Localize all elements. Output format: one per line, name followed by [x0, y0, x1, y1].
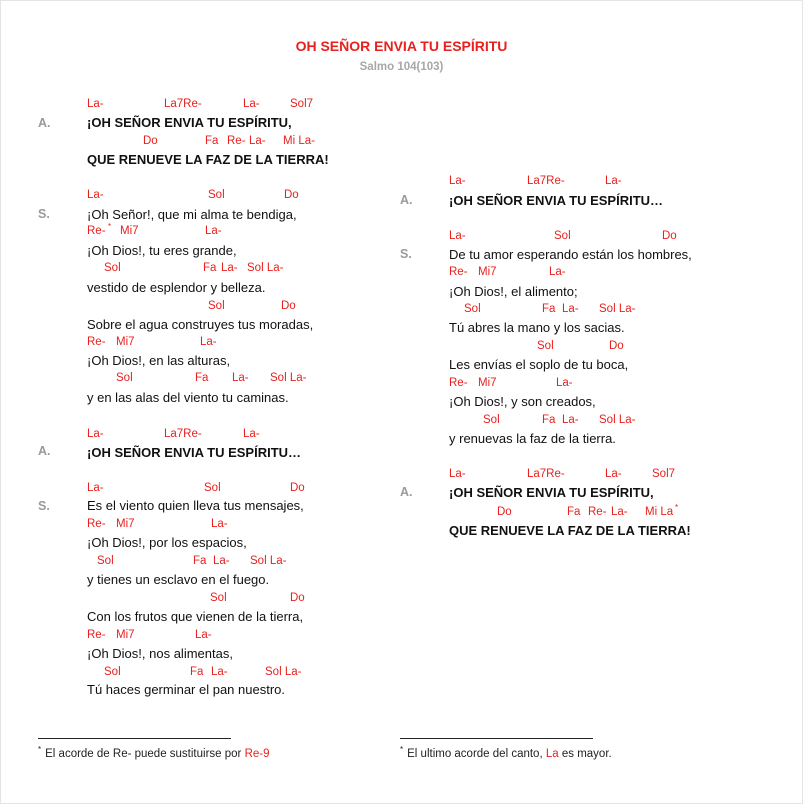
chord: La-: [562, 414, 579, 426]
chord: Re-: [449, 266, 468, 278]
chord: Fa: [190, 666, 204, 678]
lyric-line: y tienes un esclavo en el fuego.: [87, 572, 270, 587]
lyric-line: ¡Oh Dios!, en las alturas,: [87, 353, 231, 368]
chord: Re-: [227, 135, 246, 147]
footnote-left: [38, 745, 270, 760]
lyric-line: ¡Oh Dios!, y son creados,: [449, 394, 596, 409]
lyric-line: QUE RENUEVE LA FAZ DE LA TIERRA!: [87, 152, 329, 167]
chord: Re-: [87, 336, 106, 348]
chord: Sol: [208, 189, 225, 201]
chord: La-: [605, 175, 622, 187]
chord: La-: [249, 135, 266, 147]
chord: La-: [449, 468, 466, 480]
lyric-line: Les envías el soplo de tu boca,: [449, 357, 629, 372]
lyric-line: Con los frutos que vienen de la tierra,: [87, 609, 304, 624]
chord: Sol7: [652, 468, 676, 480]
chord: Sol: [116, 372, 133, 384]
footnote-text: El ultimo acorde del canto,: [407, 748, 543, 760]
chord: La-: [200, 336, 217, 348]
chord: Mi7: [116, 629, 135, 641]
chord: La-: [213, 555, 230, 567]
chord: Sol: [97, 555, 114, 567]
chord: Sol: [104, 666, 121, 678]
lyric-line: ¡Oh Dios!, por los espacios,: [87, 535, 247, 550]
chord: Sol La-: [599, 414, 636, 426]
chord: Fa: [567, 506, 581, 518]
chord: Mi La-: [283, 135, 315, 147]
chord: Do: [290, 592, 305, 604]
chord: Mi7: [116, 336, 135, 348]
chord: Sol La-: [599, 303, 636, 315]
chord: Fa: [193, 555, 207, 567]
lyric-line: Sobre el agua construyes tus moradas,: [87, 317, 314, 332]
chord: La7Re-: [527, 175, 565, 187]
lyric-line: ¡OH SEÑOR ENVIA TU ESPÍRITU,: [449, 485, 654, 500]
chord: Fa: [542, 303, 556, 315]
section-label-antiphon: A.: [38, 116, 51, 130]
lyric-line: ¡Oh Dios!, tu eres grande,: [87, 243, 237, 258]
chord: Do: [281, 300, 296, 312]
lyric-line: Tú abres la mano y los sacias.: [449, 320, 625, 335]
chord: La-: [243, 428, 260, 440]
chord: Re- *: [87, 222, 112, 237]
chord: Fa: [542, 414, 556, 426]
chord: Sol: [210, 592, 227, 604]
footnote-marker: *: [38, 745, 42, 754]
footnote-text: es mayor.: [561, 748, 612, 760]
chord: Do: [662, 230, 677, 242]
chord: La-: [232, 372, 249, 384]
chord: Sol: [208, 300, 225, 312]
section-label-antiphon: A.: [38, 444, 51, 458]
chord: Sol: [464, 303, 481, 315]
chord: La-: [562, 303, 579, 315]
chord: Sol: [554, 230, 571, 242]
section-label-stanza: S.: [38, 207, 50, 221]
chord: Mi7: [478, 377, 497, 389]
chord: Sol La-: [250, 555, 287, 567]
chord: Sol7: [290, 98, 314, 110]
chord: La-: [449, 230, 466, 242]
chord: Sol La-: [270, 372, 307, 384]
chord: La7Re-: [164, 428, 202, 440]
footnote-marker: *: [675, 503, 679, 512]
footnote-right: [400, 745, 612, 760]
chord: Sol: [483, 414, 500, 426]
section-label-stanza: S.: [38, 499, 50, 513]
chord: Sol: [537, 340, 554, 352]
lyric-line: ¡OH SEÑOR ENVIA TU ESPÍRITU…: [449, 193, 664, 208]
chord: Fa: [195, 372, 209, 384]
chord: La-: [87, 189, 104, 201]
chord: Do: [290, 482, 305, 494]
lyric-line: ¡Oh Señor!, que mi alma te bendiga,: [87, 207, 297, 222]
chord: La-: [87, 428, 104, 440]
chord: La-: [87, 482, 104, 494]
chord: La-: [605, 468, 622, 480]
chord: La7Re-: [527, 468, 565, 480]
chord: Mi7: [120, 225, 139, 237]
chord: Re-: [449, 377, 468, 389]
section-label-antiphon: A.: [400, 485, 413, 499]
chord: La-: [611, 506, 628, 518]
section-label-antiphon: A.: [400, 193, 413, 207]
chord: Do: [143, 135, 158, 147]
chord: La-: [243, 98, 260, 110]
footnote-marker: *: [400, 745, 404, 754]
footnote-divider: [38, 738, 231, 739]
song-subtitle: Salmo 104(103): [359, 61, 444, 73]
lyric-line: y renuevas la faz de la tierra.: [449, 431, 616, 446]
footnote-text: El acorde de Re- puede sustituirse por: [45, 748, 242, 760]
chord: Do: [284, 189, 299, 201]
lyric-line: QUE RENUEVE LA FAZ DE LA TIERRA!: [449, 523, 691, 538]
lyric-line: ¡Oh Dios!, nos alimentas,: [87, 646, 233, 661]
chord: La-: [205, 225, 222, 237]
chord: La7Re-: [164, 98, 202, 110]
chord: Sol La-: [247, 262, 284, 274]
song-title: OH SEÑOR ENVIA TU ESPÍRITU: [295, 38, 508, 54]
footnote-marker: *: [108, 222, 112, 231]
chord: Mi7: [116, 518, 135, 530]
lyric-line: ¡OH SEÑOR ENVIA TU ESPÍRITU…: [87, 445, 302, 460]
footnote-chord: Re-9: [244, 748, 270, 760]
chord: Fa: [205, 135, 219, 147]
lyric-line: Tú haces germinar el pan nuestro.: [87, 682, 285, 697]
footnote-divider: [400, 738, 593, 739]
lyric-line: Es el viento quien lleva tus mensajes,: [87, 498, 304, 513]
chord: Sol: [104, 262, 121, 274]
lyric-line: ¡OH SEÑOR ENVIA TU ESPÍRITU,: [87, 115, 292, 130]
chord: La-: [195, 629, 212, 641]
chord: Mi La *: [645, 503, 679, 518]
chord: Re-: [87, 518, 106, 530]
chord: La-: [211, 666, 228, 678]
chord: Do: [497, 506, 512, 518]
chord: La-: [87, 98, 104, 110]
chord: Re-: [588, 506, 607, 518]
chord: Re-: [87, 629, 106, 641]
footnote-chord: La: [545, 748, 559, 760]
lyric-line: y en las alas del viento tu caminas.: [87, 390, 289, 405]
lyric-line: vestido de esplendor y belleza.: [87, 280, 266, 295]
chord: La-: [211, 518, 228, 530]
chord: La-: [549, 266, 566, 278]
lyric-line: De tu amor esperando están los hombres,: [449, 247, 692, 262]
section-label-stanza: S.: [400, 247, 412, 261]
chord: Fa: [203, 262, 217, 274]
chord: La-: [221, 262, 238, 274]
chord: Sol: [204, 482, 221, 494]
chord: La-: [449, 175, 466, 187]
chord: Mi7: [478, 266, 497, 278]
chord: Do: [609, 340, 624, 352]
chord: Sol La-: [265, 666, 302, 678]
chord: La-: [556, 377, 573, 389]
lyric-line: ¡Oh Dios!, el alimento;: [449, 284, 578, 299]
